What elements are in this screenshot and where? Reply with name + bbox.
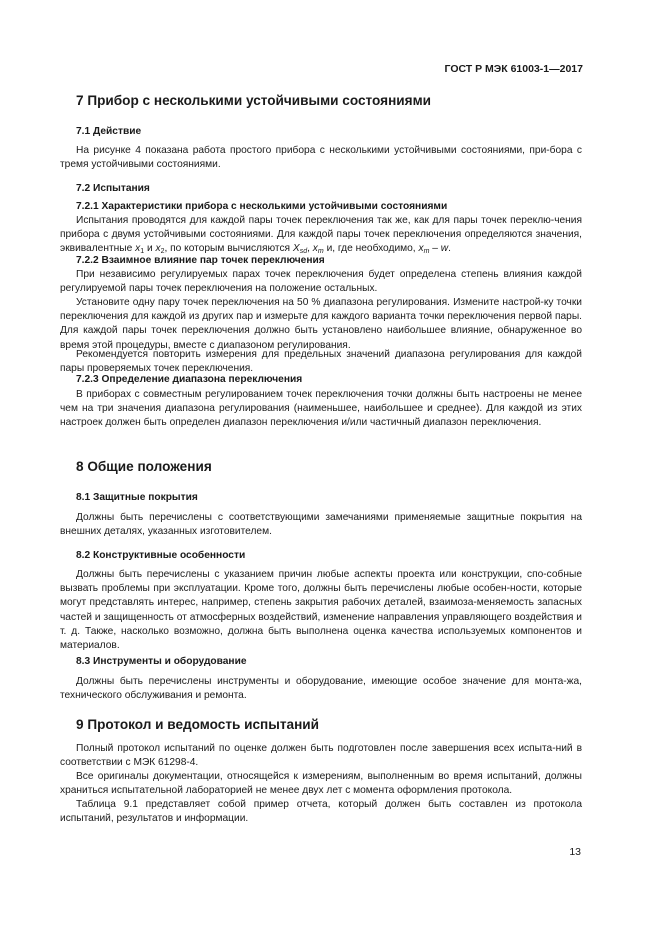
page-number: 13 bbox=[569, 846, 581, 858]
section-7-2-1-heading: 7.2.1 Характеристики прибора с несколькими устойчивыми состояниями bbox=[76, 201, 448, 212]
section-7-2-2-heading: 7.2.2 Взаимное влияние пар точек переключения bbox=[76, 255, 325, 266]
section-7-1-heading: 7.1 Действие bbox=[76, 126, 142, 137]
section-7-heading: 7 Прибор с несколькими устойчивыми состояниями bbox=[76, 93, 431, 108]
section-7-2-1-paragraph: Испытания проводятся для каждой пары точек переключения так же, как для пары точек переклю-чения прибора с двумя устойчивыми состояниями. Для каждой пары точек переключения определяются значения, эквивалентные $x_1$ и $x_2$, по которым вычисляются $X_{sd}$, $x_m$ и, где необходимо, $x_m$ – w. bbox=[60, 215, 582, 256]
section-8-3-heading: 8.3 Инструменты и оборудование bbox=[76, 656, 247, 667]
section-9-paragraph-1: Полный протокол испытаний по оценке должен быть подготовлен после завершения всех испыта-ний в соответствии с МЭК 61298-4. bbox=[60, 743, 582, 769]
section-7-2-3-paragraph: В приборах с совместным регулированием точек переключения точки должны быть настроены не менее чем на три значения диапазона регулирования (наименьшее, наибольшее и среднее). Для каждой из этих настроек должен быть определен диапазон переключения и/или частичный диапазон переключения. bbox=[60, 389, 582, 429]
section-7-2-heading: 7.2 Испытания bbox=[76, 183, 150, 194]
section-9-paragraph-3: Таблица 9.1 представляет собой пример отчета, который должен быть составлен из протокола испытаний, результатов и информации. bbox=[60, 799, 582, 825]
section-8-2-paragraph: Должны быть перечислены с указанием причин любые аспекты проекта или конструкции, спо-собные вызвать проблемы при эксплуатации. Кроме того, должны быть перечислены любые особен-ности, которые могут представлять интерес, например, степень закрытия рабочих деталей, взаимоза-меняемость запасных частей и защищенность от атмосферных воздействий, изменение направления управляющего воздействия и т. д. Также, насколько возможно, должна быть выполнена оценка качества используемых компонентов и материалов. bbox=[60, 569, 582, 652]
section-7-2-2-paragraph-2: Установите одну пару точек переключения на 50 % диапазона регулирования. Измените настрой-ку точки переключения для каждой из других пар и измерьте для каждого варианта точки переключения первой пары. Для каждой пары точек переключения должно быть установлено наибольшее влияние, обнаруженное во время этой процедуры, вместе с диапазоном регулирования. bbox=[60, 297, 582, 351]
document-code: ГОСТ Р МЭК 61003-1—2017 bbox=[444, 63, 583, 75]
section-9-heading: 9 Протокол и ведомость испытаний bbox=[76, 717, 320, 732]
section-8-3-paragraph: Должны быть перечислены инструменты и оборудование, имеющие особое значение для монта-жа, технического обслуживания и ремонта. bbox=[60, 676, 582, 702]
section-8-1-paragraph: Должны быть перечислены с соответствующими замечаниями применяемые защитные покрытия на внешних деталях, указанных изготовителем. bbox=[60, 512, 582, 538]
section-7-2-2-paragraph-3: Рекомендуется повторить измерения для предельных значений диапазона регулирования для каждой пары проверяемых точек переключения. bbox=[60, 349, 582, 375]
section-7-2-3-heading: 7.2.3 Определение диапазона переключения bbox=[76, 374, 303, 385]
section-8-2-heading: 8.2 Конструктивные особенности bbox=[76, 550, 246, 561]
section-7-1-paragraph: На рисунке 4 показана работа простого прибора с несколькими устойчивыми состояниями, при-бора с тремя устойчивыми состояниями. bbox=[60, 145, 582, 171]
section-8-1-heading: 8.1 Защитные покрытия bbox=[76, 492, 198, 503]
section-8-heading: 8 Общие положения bbox=[76, 459, 212, 474]
section-9-paragraph-2: Все оригиналы документации, относящейся к измерениям, выполненным во время испытаний, должны храниться испытательной лабораторией не менее двух лет с момента оформления протокола. bbox=[60, 771, 582, 797]
section-7-2-2-paragraph-1: При независимо регулируемых парах точек переключения будет определена степень влияния каждой регулируемой пары точек переключения на положение остальных. bbox=[60, 269, 582, 295]
